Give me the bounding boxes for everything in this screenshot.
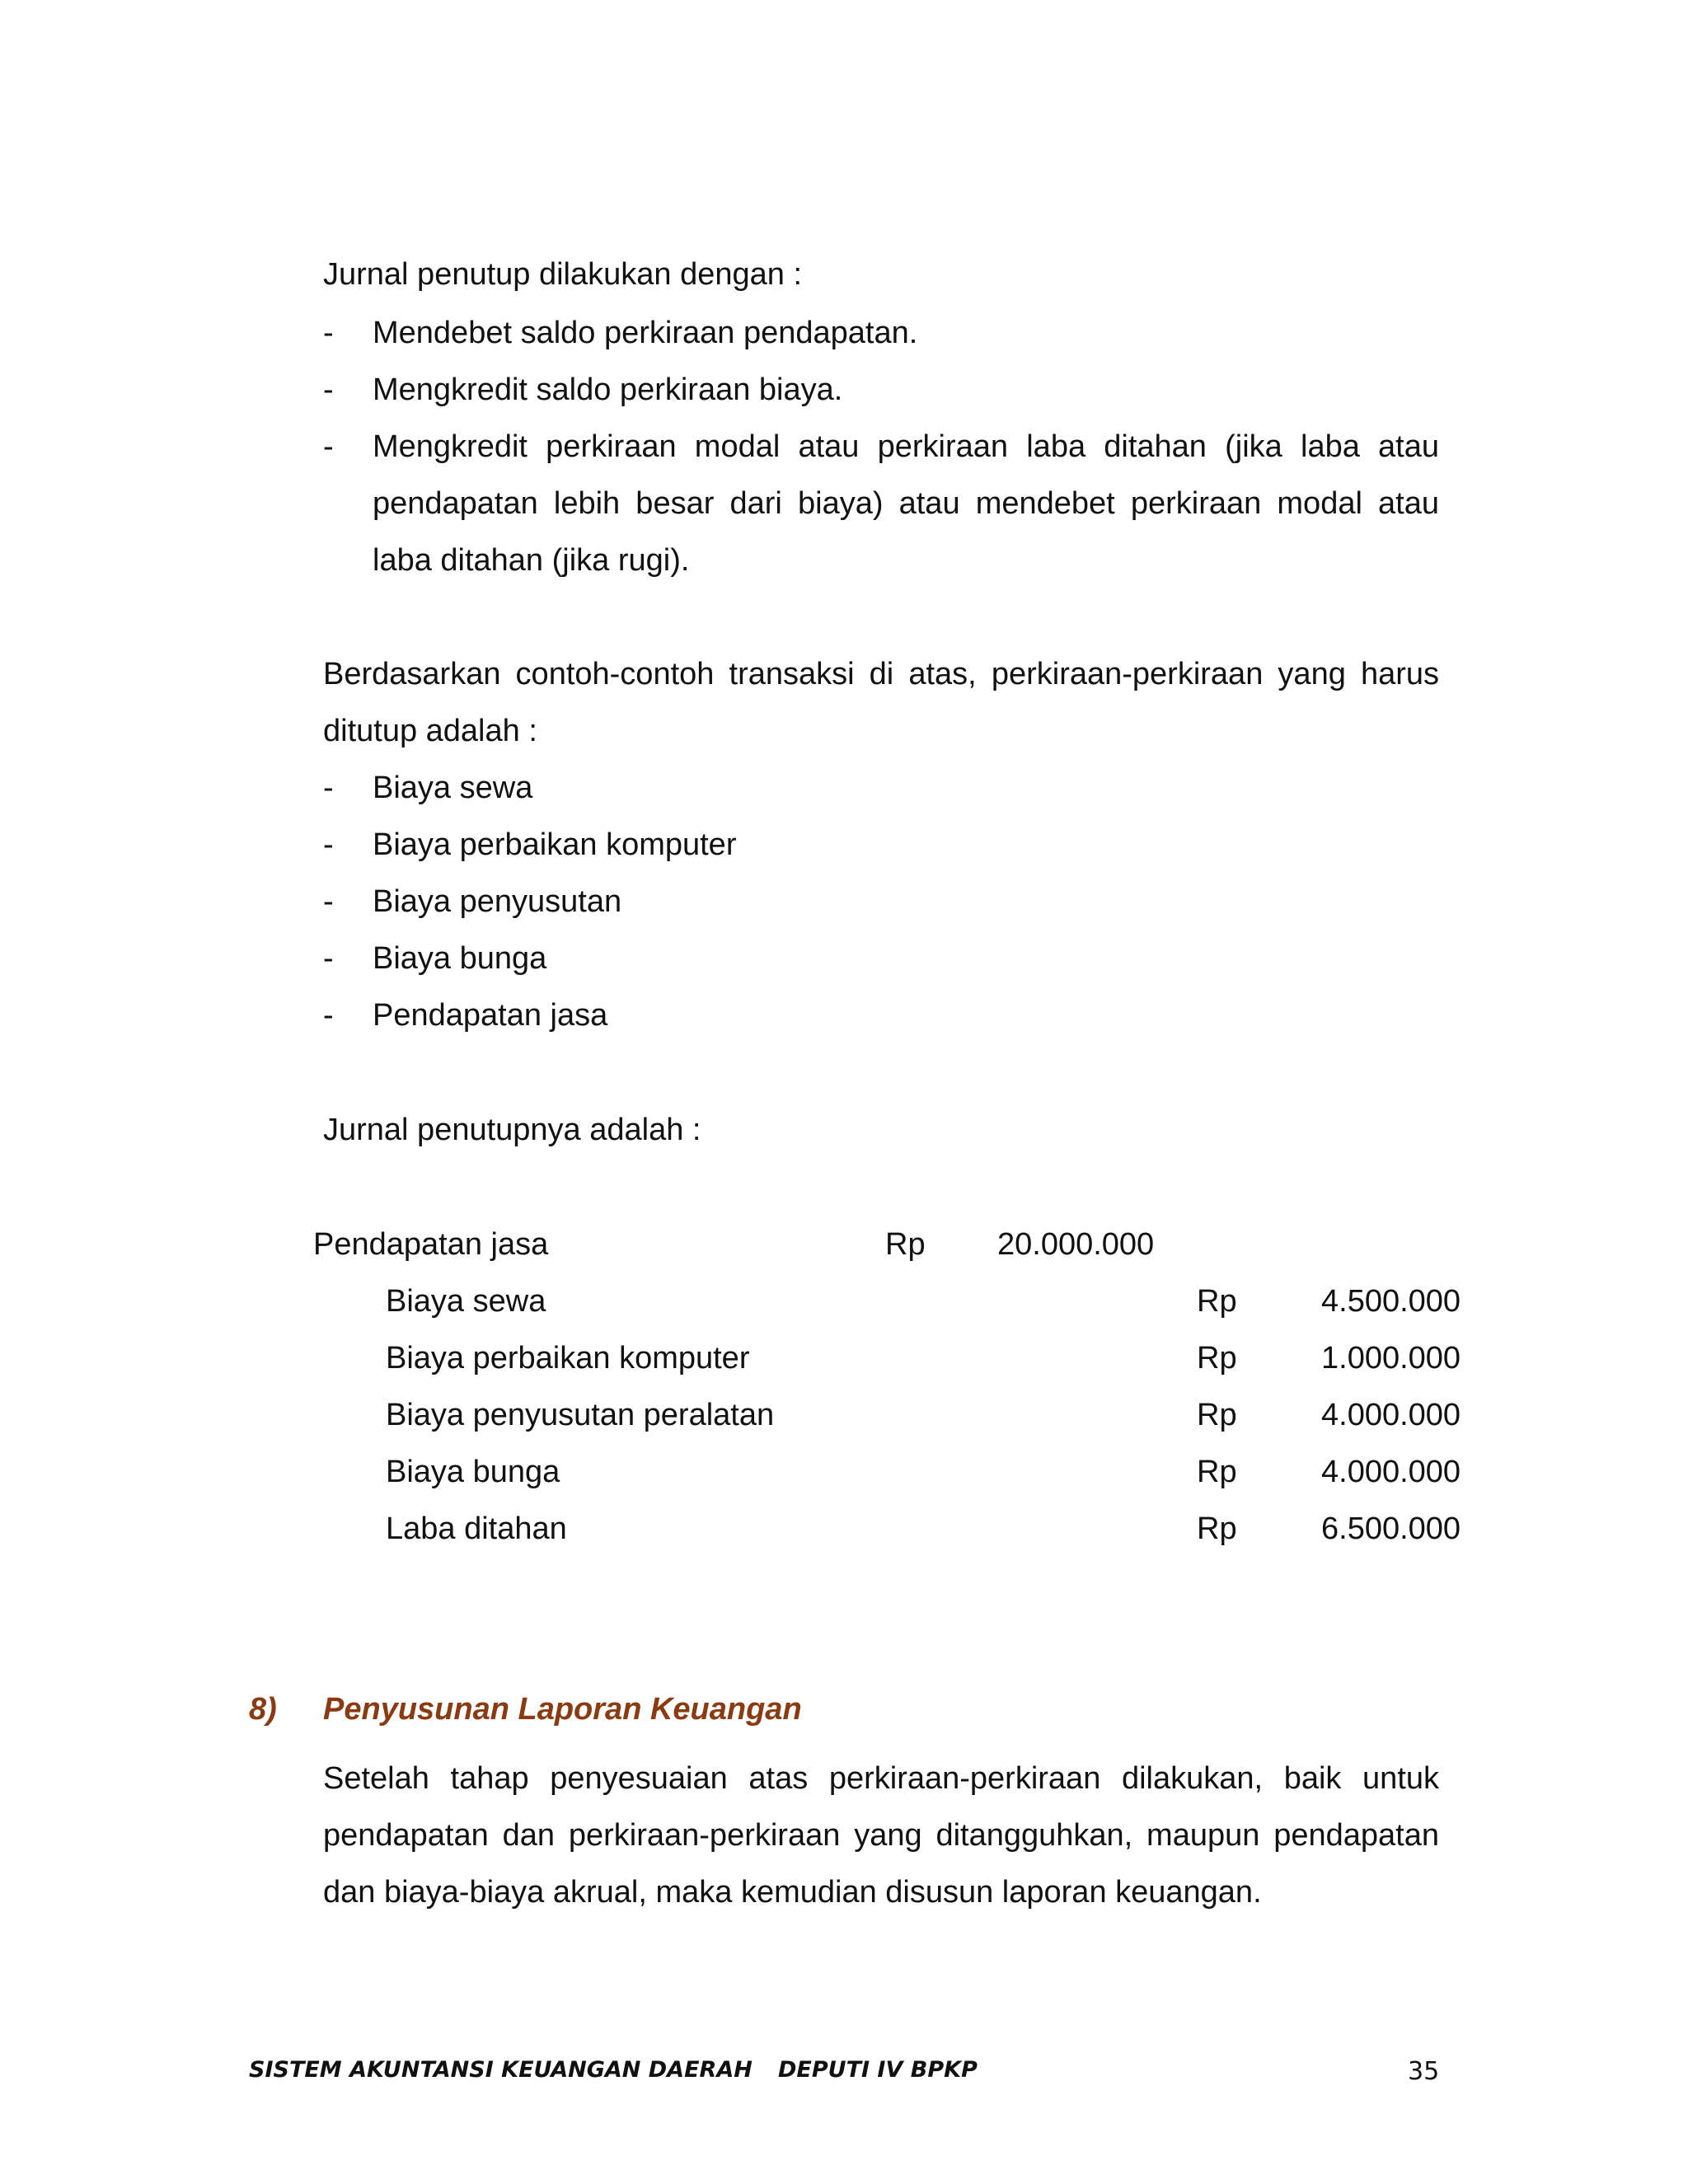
credit-amount: 6.500.000 [1321, 1511, 1461, 1546]
list-item-text: Biaya bunga [373, 941, 547, 976]
section-title: Penyusunan Laporan Keuangan [323, 1692, 802, 1727]
page-number: 35 [1408, 2057, 1440, 2086]
accounts-to-close-intro: Berdasarkan contoh-contoh transaksi di atas, perkiraan-perkiraan yang harus ditutup adalah : [323, 657, 1439, 748]
list-item [323, 760, 1439, 817]
credit-currency: Rp [1197, 1341, 1237, 1376]
list-item-text: Mengkredit perkiraan modal atau perkiraan laba ditahan (jika laba atau pendapatan lebih besar dari biaya) atau mendebet perkiraan modal atau laba ditahan (jika rugi). [373, 429, 1439, 578]
credit-account: Biaya penyusutan peralatan [386, 1398, 775, 1432]
bullet-dash: - [323, 429, 334, 464]
closing-journal-intro: Jurnal penutup dilakukan dengan : [323, 257, 803, 292]
list-item-text: Biaya perbaikan komputer [373, 827, 737, 862]
list-item [323, 419, 1439, 589]
credit-amount: 4.000.000 [1321, 1398, 1461, 1432]
journal-credit-row [0, 1330, 1688, 1387]
bullet-dash: - [323, 941, 334, 976]
footer-publisher: DEPUTI IV BPKP [778, 2057, 978, 2083]
list-item [323, 305, 1439, 362]
credit-account: Biaya perbaikan komputer [386, 1341, 750, 1376]
list-item-text: Biaya sewa [373, 771, 533, 805]
section-number: 8) [249, 1692, 277, 1727]
credit-amount: 1.000.000 [1321, 1341, 1461, 1376]
list-item-text: Mendebet saldo perkiraan pendapatan. [373, 316, 918, 350]
credit-account: Laba ditahan [386, 1511, 567, 1546]
debit-account: Pendapatan jasa [313, 1227, 549, 1262]
journal-credit-row [0, 1273, 1688, 1330]
list-item [323, 930, 1439, 987]
bullet-dash: - [323, 998, 334, 1033]
list-item-text: Mengkredit saldo perkiraan biaya. [373, 373, 843, 407]
journal-heading: Jurnal penutupnya adalah : [323, 1113, 701, 1147]
credit-currency: Rp [1197, 1398, 1237, 1432]
bullet-dash: - [323, 884, 334, 919]
list-item [323, 987, 1439, 1044]
credit-account: Biaya sewa [386, 1284, 546, 1319]
journal-credit-row [0, 1501, 1688, 1558]
bullet-dash: - [323, 771, 334, 805]
bullet-dash: - [323, 827, 334, 862]
credit-amount: 4.000.000 [1321, 1455, 1461, 1489]
journal-debit-row [0, 1216, 1688, 1273]
list-item [323, 874, 1439, 930]
list-item [323, 362, 1439, 419]
debit-currency: Rp [885, 1227, 926, 1262]
journal-credit-row [0, 1387, 1688, 1444]
debit-amount: 20.000.000 [997, 1227, 1155, 1262]
section-paragraph: Setelah tahap penyesuaian atas perkiraan-perkiraan dilakukan, baik untuk pendapatan dan perkiraan-perkiraan yang ditangguhkan, maupun pendapatan dan biaya-biaya akrual, maka kemudian disusun laporan keuangan. [323, 1761, 1439, 1910]
bullet-dash: - [323, 316, 334, 350]
list-item-text: Pendapatan jasa [373, 998, 608, 1033]
bullet-dash: - [323, 373, 334, 407]
footer-title: SISTEM AKUNTANSI KEUANGAN DAERAH [249, 2057, 753, 2083]
credit-amount: 4.500.000 [1321, 1284, 1461, 1319]
list-item [323, 817, 1439, 874]
list-item-text: Biaya penyusutan [373, 884, 622, 919]
journal-credit-row [0, 1444, 1688, 1501]
credit-currency: Rp [1197, 1284, 1237, 1319]
credit-currency: Rp [1197, 1511, 1237, 1546]
credit-currency: Rp [1197, 1455, 1237, 1489]
credit-account: Biaya bunga [386, 1455, 560, 1489]
